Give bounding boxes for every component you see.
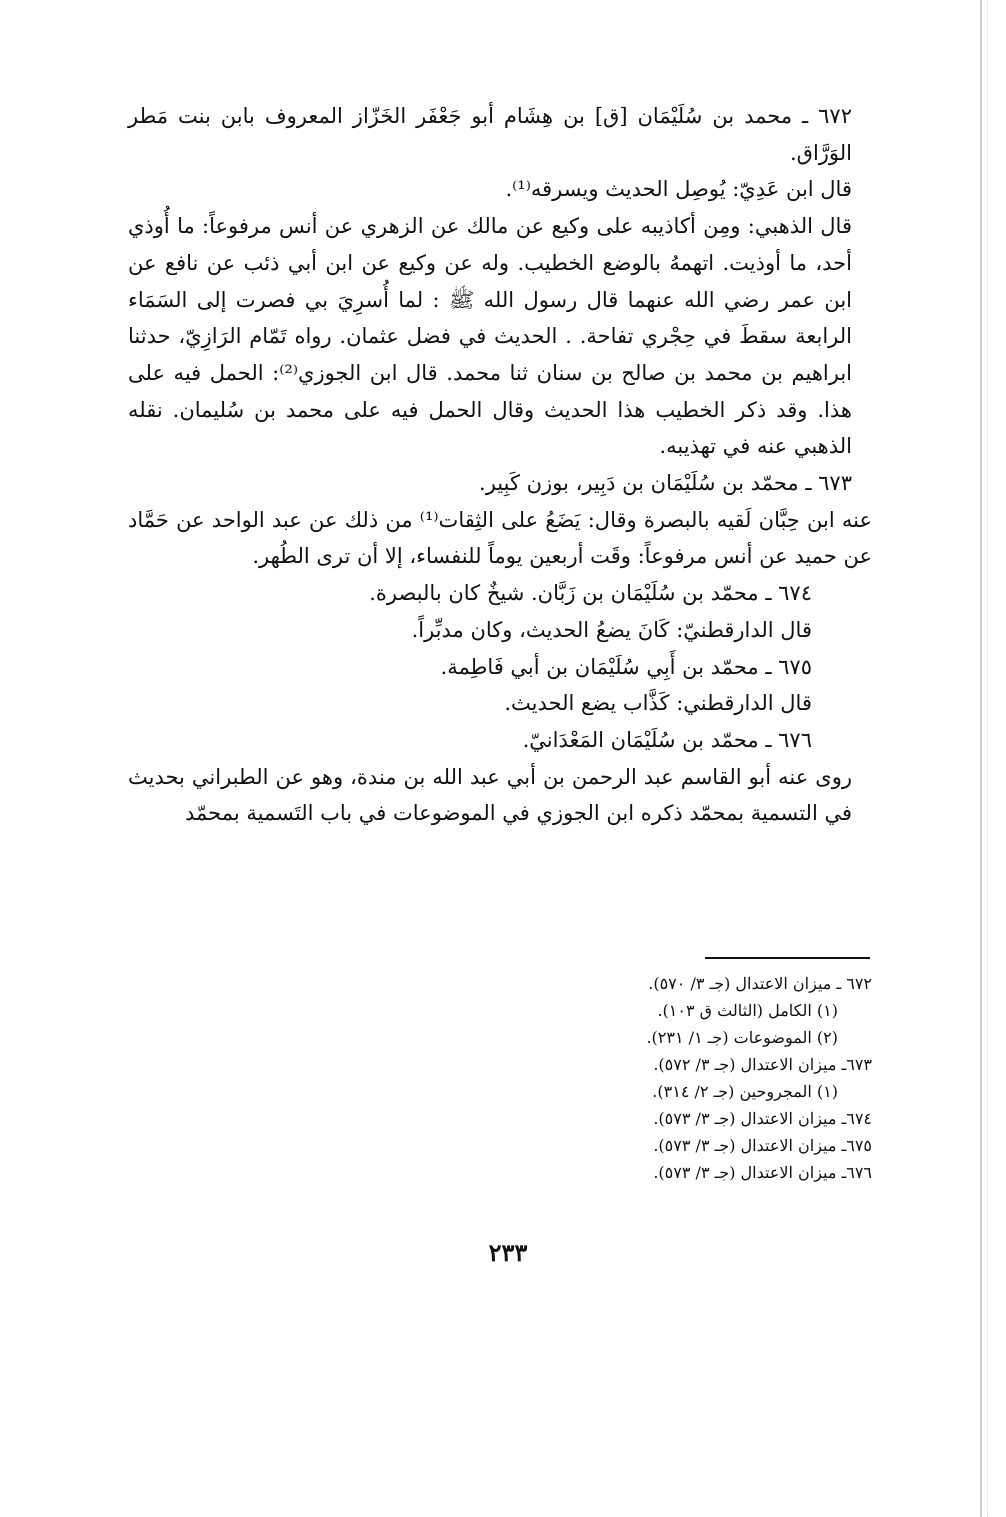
entry-paragraph: قال الدارقطنيّ: كَانَ يضعُ الحديث، وكان مدبِّراً. bbox=[411, 617, 812, 642]
footnote-line: ٦٧٢ ـ ميزان الاعتدال (جـ ٣/ ٥٧٠). bbox=[648, 974, 872, 993]
footnote-line: (١) الكامل (الثالث ق ١٠٣). bbox=[657, 1001, 838, 1020]
entry-heading: ٦٧٥ ـ محمّد بن أَبِي سُلَيْمَان بن أبي فَاطِمة. bbox=[440, 654, 812, 679]
footnote-line: (٢) الموضوعات (جـ ١/ ٢٣١). bbox=[646, 1028, 838, 1047]
main-text bbox=[128, 98, 872, 832]
entry-heading: ٦٧٦ ـ محمّد بن سُلَيْمَان المَعْدَانيّ. bbox=[522, 727, 812, 752]
entry-heading: ٦٧٤ ـ محمّد بن سُلَيْمَان بن زَبَّان. شيخٌ كان بالبصرة. bbox=[369, 581, 812, 606]
footnote-line: ٦٧٣ـ ميزان الاعتدال (جـ ٣/ ٥٧٢). bbox=[653, 1055, 872, 1074]
footnote-separator bbox=[705, 957, 870, 959]
entry-heading: ٦٧٢ ـ محمد بن سُلَيْمَان [ق] بن هِشَام أبو جَعْفَر الخَزّاز المعروف بابن بنت مَطر الوَرَّاق. bbox=[128, 104, 852, 165]
footnote-line: ٦٧٤ـ ميزان الاعتدال (جـ ٣/ ٥٧٣). bbox=[653, 1109, 872, 1128]
footnote-line: ٦٧٥ـ ميزان الاعتدال (جـ ٣/ ٥٧٣). bbox=[653, 1136, 872, 1155]
page-edge bbox=[980, 0, 982, 1517]
entry-paragraph: عنه ابن حِبَّان لَقيه بالبصرة وقال: يَضَعُ على الثِقات⁽¹⁾ من ذلك عن عبد الواحد عن حَمَّاد عن حميد عن أنس مرفوعاً: وقَت أربعين يوماً للنفساء، إلا أن ترى الطُهر. bbox=[128, 507, 872, 569]
entry-paragraph: قال الدارقطني: كَذَّاب يضع الحديث. bbox=[504, 691, 812, 716]
footnote-line: (١) المجروحين (جـ ٢/ ٣١٤). bbox=[652, 1082, 838, 1101]
page-number: ٢٣٣ bbox=[488, 1238, 528, 1267]
entry-heading: ٦٧٣ ـ محمّد بن سُلَيْمَان بن دَبِير، بوزن كَبِير. bbox=[479, 471, 852, 496]
footnotes bbox=[400, 970, 872, 1186]
page-edge-dots bbox=[986, 0, 988, 1517]
entry-paragraph: روى عنه أبو القاسم عبد الرحمن بن أبي عبد الله بن مندة، وهو عن الطبراني بحديث في التسمية بمحمّد ذكره ابن الجوزي في الموضوعات في باب التَسمية بمحمّد bbox=[128, 764, 852, 826]
footnote-line: ٦٧٦ـ ميزان الاعتدال (جـ ٣/ ٥٧٣). bbox=[653, 1163, 872, 1182]
entry-paragraph: قال ابن عَدِيّ: يُوصِل الحديث ويسرقه⁽¹⁾. bbox=[505, 177, 852, 202]
entry-paragraph: قال الذهبي: ومِن أكاذيبه على وكيع عن مالك عن الزهري عن أنس مرفوعاً: ما أُوذي أحد، ما أوذيت. اتهمهُ بالوضع الخطيب. وله عن وكيع عن ابن أبي ذئب عن نافع عن ابن عمر رضي الله عنهما قال رسول الله ﷺ : لما أُسرِيَ بي فصرت إلى السَمَاء الرابعة سقطَ في حِجْري تفاحة. . الحديث في فضل عثمان. رواه تَمّام الرَازِيّ، حدثنا ابراهيم بن محمد بن صالح بن سنان ثنا محمد. قال ابن الجوزي⁽²⁾: الحمل فيه على هذا. وقد ذكر الخطيب هذا الحديث وقال الحمل فيه على محمد بن سُليمان. نقله الذهبي عنه في تهذيبه. bbox=[128, 214, 852, 459]
